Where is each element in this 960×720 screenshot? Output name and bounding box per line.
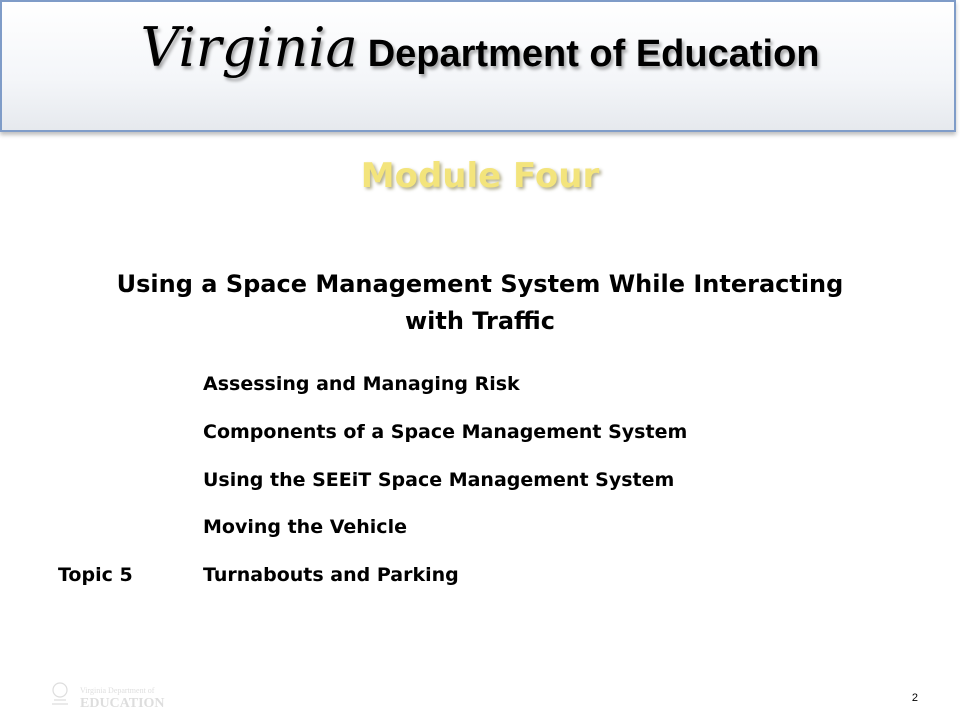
topic-row-3 — [0, 469, 960, 499]
subtitle-line-2: with Traffic — [404, 307, 556, 335]
topic-text: Using the SEEiT Space Management System — [203, 469, 675, 491]
topic-text: Moving the Vehicle — [203, 516, 407, 538]
module-title: Module Four — [360, 156, 600, 196]
topic-label: Topic 5 — [58, 564, 133, 586]
header-script-word: Virginia — [140, 16, 358, 79]
header-title — [2, 16, 958, 79]
header-department-text: Department of Education — [367, 33, 820, 75]
topic-text: Turnabouts and Parking — [203, 564, 459, 586]
topic-row-1 — [0, 373, 960, 403]
topic-text: Assessing and Managing Risk — [203, 373, 520, 395]
topic-row-4 — [0, 516, 960, 546]
header-banner — [0, 0, 956, 132]
logo-line-1: Virginia Department of — [80, 686, 155, 695]
seal-icon — [52, 683, 68, 704]
topic-text: Components of a Space Management System — [203, 421, 688, 443]
topic-row-5 — [0, 564, 960, 594]
module-subtitle — [40, 266, 920, 340]
vdoe-watermark-logo — [30, 676, 190, 714]
topic-row-2 — [0, 421, 960, 451]
subtitle-line-1: Using a Space Management System While Interacting — [116, 270, 844, 298]
page-number: 2 — [911, 692, 918, 704]
logo-line-2: EDUCATION — [80, 696, 165, 711]
